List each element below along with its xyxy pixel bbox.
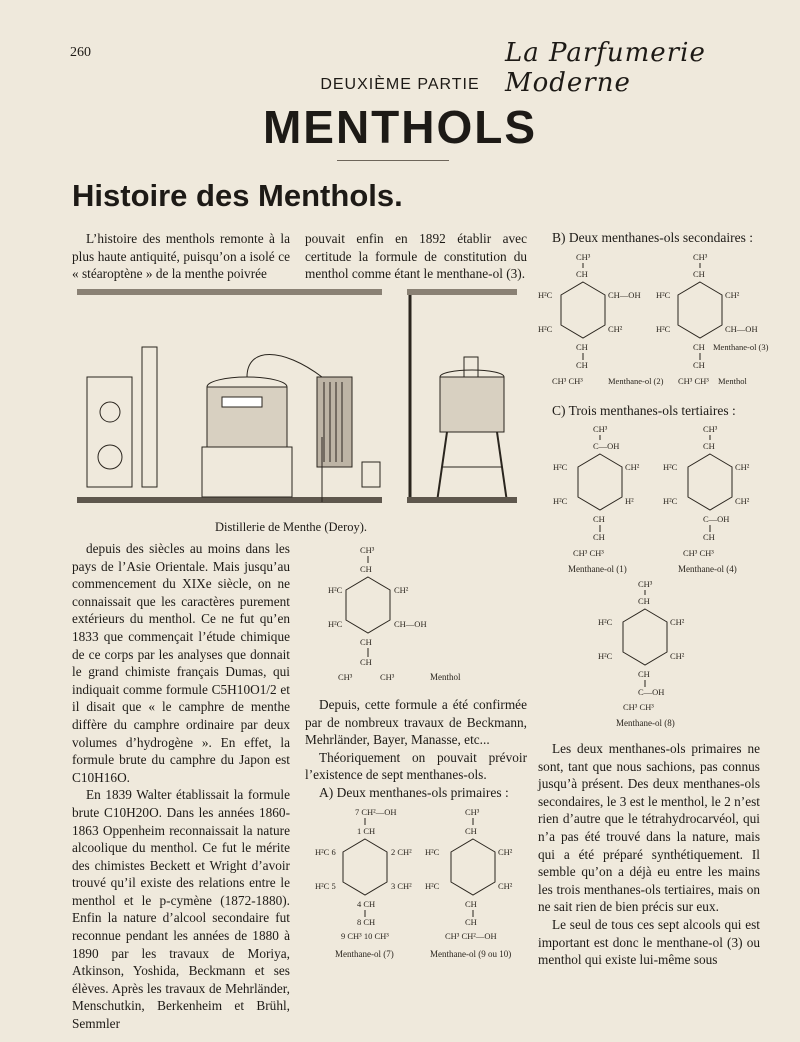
svg-text:H²C: H²C — [328, 619, 343, 629]
svg-text:H²C: H²C — [328, 585, 343, 595]
body-column-3: Les deux menthanes-ols primaires ne sont, tant que nous sachions, pas connus jusqu’à présent. Des deux menthanes-ols secondaires, le 3 est le menthol, le 2 n’est rien d’autre que le tétrahydrocarvéol, qui n’a pas été trouvé dans la nature, mais qui a été préparé synthétiquement. Il semble qu’on a déjà eu entre les mains les trois menthanes-ols tertiaires, mais on ne sait rien de bien précis sur eux. Le seul de tous ces sept alcools qui est important est donc le menthane-ol (3) ou menthol qui existe lui-même sous — [538, 741, 760, 968]
journal-title: La Parfumerie Moderne — [505, 38, 706, 98]
label-menthane-ol-8: Menthane-ol (8) — [616, 718, 675, 728]
svg-text:CH—OH: CH—OH — [608, 290, 641, 300]
svg-text:CH: CH — [593, 514, 605, 524]
title-divider — [337, 160, 449, 161]
svg-text:CH: CH — [703, 532, 715, 542]
svg-text:CH²: CH² — [670, 617, 685, 627]
svg-text:CH³ CH³: CH³ CH³ — [573, 548, 604, 558]
svg-text:CH²: CH² — [498, 847, 513, 857]
svg-text:H²: H² — [625, 496, 634, 506]
svg-text:CH: CH — [638, 596, 650, 606]
svg-text:H²C: H²C — [598, 651, 613, 661]
svg-text:H²C 6: H²C 6 — [315, 847, 336, 857]
tertiary-formulas — [538, 422, 763, 740]
section-heading: Histoire des Menthols. — [72, 178, 403, 213]
svg-text:2 CH²: 2 CH² — [391, 847, 412, 857]
svg-text:CH: CH — [703, 441, 715, 451]
svg-text:CH: CH — [593, 532, 605, 542]
section-b-title: B) Deux menthanes-ols secondaires : — [552, 230, 753, 245]
svg-text:CH²: CH² — [394, 585, 409, 595]
svg-text:CH: CH — [465, 917, 477, 927]
svg-text:CH: CH — [693, 360, 705, 370]
svg-text:CH²: CH² — [725, 290, 740, 300]
svg-text:CH: CH — [638, 669, 650, 679]
label-menthane-ol-1: Menthane-ol (1) — [568, 564, 627, 574]
secondary-formulas — [538, 250, 769, 395]
svg-text:CH: CH — [693, 269, 705, 279]
label-menthane-ol-4: Menthane-ol (4) — [678, 564, 737, 574]
body-column-1: depuis des siècles au moins dans les pays de l’Asie Orientale. Mais jusqu’au commencement du XIXe siècle, on ne connaissait que les caractères purement extérieurs du menthol. Ce ne fut qu’en 1833 que commençait l’étude chimique de ce corps par les analyses que donnait le grand chimiste français Dumas, qui indiquait comme formule C5H10O1/2 et il disait que « le camphre de menthe diffère du camphre ordinaire par deux volumes d’hydrogène ». En effet, la formule brute du camphre du Japon est C10H16O. En 1839 Walter établissait la formule brute C10H20O. Dans les années 1860-1863 Oppenheim reconnaissait la nature alcoolique du menthol. Ce fut le mérite des chimistes Beckett et Wright d’avoir trouvé qu’il existe des relations entre le menthol et le p-cymène (1872-1880). Enfin la nature d’alcool secondaire fut reconnue pendant les années de 1880 à 1890 par les travaux de Moriya, Atkinson, Yoshida, Beckmann et ses élèves. Après les travaux de Mehrländer, Menschutkin, Berkenheim et Brühl, Semmler — [72, 541, 290, 1032]
svg-text:C—OH: C—OH — [703, 514, 730, 524]
svg-text:H²C 5: H²C 5 — [315, 881, 336, 891]
svg-text:CH: CH — [576, 269, 588, 279]
svg-text:CH²: CH² — [608, 324, 623, 334]
svg-text:CH³ CH³: CH³ CH³ — [552, 376, 583, 386]
intro-column-1: L’histoire des menthols remonte à la plus haute antiquité, puisqu’on a isolé ce « stéaroptène » de la menthe poivrée — [72, 231, 290, 282]
svg-text:H²C: H²C — [656, 324, 671, 334]
svg-text:H²C: H²C — [553, 462, 568, 472]
svg-text:H²C: H²C — [598, 617, 613, 627]
svg-text:CH³: CH³ — [380, 672, 395, 682]
svg-text:C—OH: C—OH — [593, 441, 620, 451]
svg-text:CH³: CH³ — [360, 545, 375, 555]
svg-text:CH³ CH²—OH: CH³ CH²—OH — [445, 931, 497, 941]
svg-text:CH³: CH³ — [703, 424, 718, 434]
svg-text:H²C: H²C — [425, 847, 440, 857]
svg-text:CH—OH: CH—OH — [394, 619, 427, 629]
svg-text:7 CH²—OH: 7 CH²—OH — [355, 807, 397, 817]
primary-formulas — [305, 805, 525, 965]
label-menthane-ol-9: Menthane-ol (9 ou 10) — [430, 949, 512, 959]
svg-text:CH: CH — [465, 899, 477, 909]
svg-text:H²C: H²C — [538, 290, 553, 300]
svg-text:H²C: H²C — [663, 462, 678, 472]
menthol-label: Menthol — [430, 672, 461, 682]
label-menthol-b: Menthol — [718, 376, 747, 386]
svg-text:H²C: H²C — [663, 496, 678, 506]
page-title: MENTHOLS — [262, 101, 538, 153]
body-column-2: Depuis, cette formule a été confirmée par de nombreux travaux de Beckmann, Mehrländer, Bayer, Manasse, etc... Théoriquement on pouvait prévoir l’existence de sept menthanes-ols. A) Deux menthanes-ols primaires : — [305, 697, 527, 800]
svg-text:CH: CH — [465, 826, 477, 836]
svg-text:CH³ CH³: CH³ CH³ — [623, 702, 654, 712]
label-menthane-ol-3: Menthane-ol (3) — [713, 342, 769, 352]
svg-text:CH³ CH³: CH³ CH³ — [683, 548, 714, 558]
svg-text:CH²: CH² — [625, 462, 640, 472]
svg-text:CH—OH: CH—OH — [725, 324, 758, 334]
section-c-title: C) Trois menthanes-ols tertiaires : — [552, 403, 736, 418]
svg-text:H²C: H²C — [425, 881, 440, 891]
svg-text:C—OH: C—OH — [638, 687, 665, 697]
svg-text:CH²: CH² — [735, 462, 750, 472]
svg-text:CH²: CH² — [670, 651, 685, 661]
svg-text:CH: CH — [360, 637, 372, 647]
svg-text:CH: CH — [576, 360, 588, 370]
svg-text:1 CH: 1 CH — [357, 826, 376, 836]
svg-text:CH²: CH² — [735, 496, 750, 506]
svg-text:CH³: CH³ — [465, 807, 480, 817]
svg-text:8 CH: 8 CH — [357, 917, 376, 927]
svg-text:CH: CH — [360, 657, 372, 667]
svg-text:CH³: CH³ — [576, 252, 591, 262]
page-number: 260 — [70, 45, 91, 60]
illustration-caption: Distillerie de Menthe (Deroy). — [215, 520, 368, 534]
svg-text:CH³: CH³ — [593, 424, 608, 434]
svg-text:H²C: H²C — [553, 496, 568, 506]
svg-text:CH³: CH³ — [693, 252, 708, 262]
svg-text:CH²: CH² — [498, 881, 513, 891]
label-menthane-ol-7: Menthane-ol (7) — [335, 949, 394, 959]
svg-text:CH³: CH³ — [338, 672, 353, 682]
distillery-illustration — [72, 287, 522, 512]
svg-text:3 CH²: 3 CH² — [391, 881, 412, 891]
svg-text:H²C: H²C — [656, 290, 671, 300]
menthol-formula — [330, 545, 510, 685]
svg-text:CH: CH — [693, 342, 705, 352]
svg-text:CH: CH — [576, 342, 588, 352]
svg-text:H²C: H²C — [538, 324, 553, 334]
part-label: DEUXIÈME PARTIE — [320, 76, 480, 93]
svg-text:CH: CH — [360, 564, 372, 574]
svg-text:9 CH³ 10 CH³: 9 CH³ 10 CH³ — [341, 931, 389, 941]
label-menthane-ol-2: Menthane-ol (2) — [608, 376, 664, 386]
svg-text:CH³: CH³ — [638, 579, 653, 589]
svg-text:4 CH: 4 CH — [357, 899, 376, 909]
intro-column-2: pouvait enfin en 1892 établir avec certitude la formule de constitution du menthol comme étant le menthane-ol (3). — [305, 231, 527, 282]
svg-text:CH³ CH³: CH³ CH³ — [678, 376, 709, 386]
